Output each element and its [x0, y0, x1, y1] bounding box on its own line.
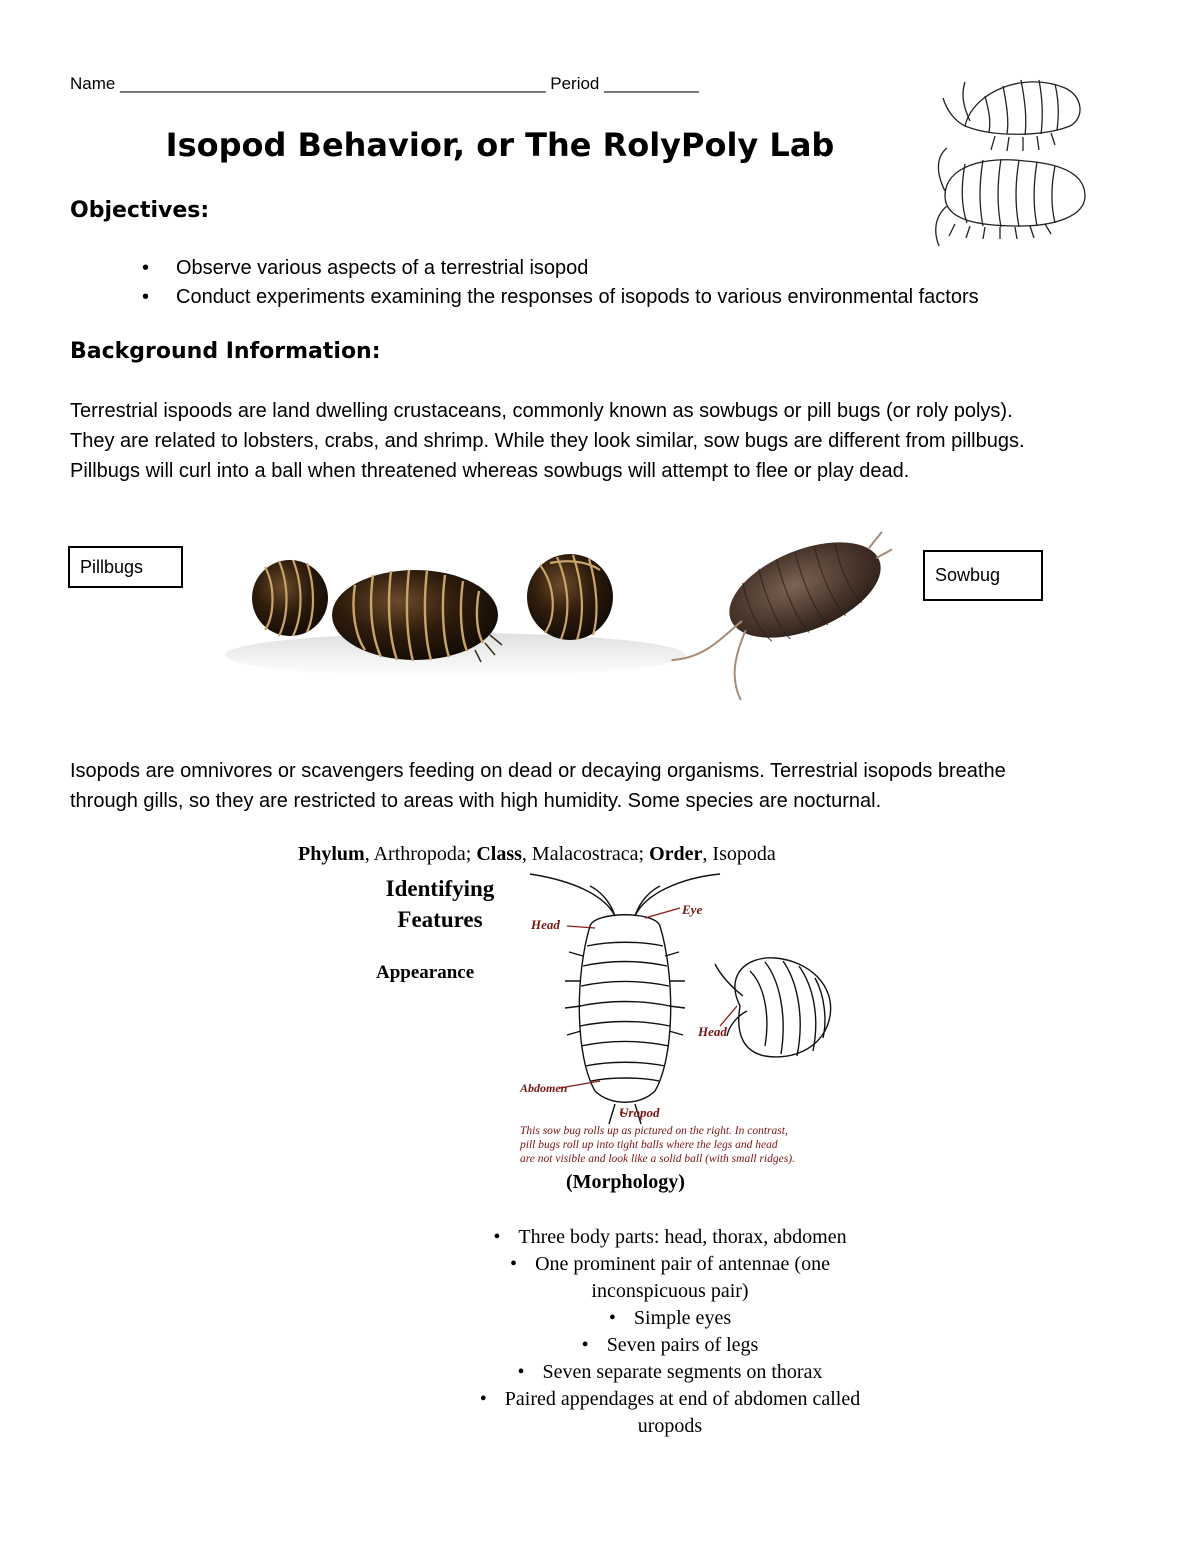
phylum-value: , Arthropoda;	[364, 843, 477, 865]
taxonomy-line	[298, 843, 776, 866]
paragraph-line: Isopods are omnivores or scavengers feeding on dead or decaying organisms. Terrestrial isopods breathe	[70, 760, 1006, 782]
list-item: • Simple eyes	[400, 1305, 940, 1332]
isopod-photo	[205, 515, 895, 700]
pillbugs-label: Pillbugs	[68, 546, 183, 588]
heading-line: Identifying	[385, 876, 495, 901]
paragraph-line: through gills, so they are restricted to areas with high humidity. Some species are nocturnal.	[70, 790, 882, 812]
head-label-curled: Head	[698, 1024, 727, 1039]
page-title: Isopod Behavior, or The RolyPoly Lab	[165, 126, 835, 164]
isopod-morphology-diagram	[515, 866, 850, 1171]
morphology-heading: (Morphology)	[566, 1171, 685, 1193]
paragraph-line: Terrestrial ispoods are land dwelling crustaceans, commonly known as sowbugs or pill bugs (or roly polys).	[70, 400, 1013, 422]
diagram-caption-line: This sow bug rolls up as pictured on the right. In contrast,	[520, 1125, 788, 1137]
morphology-list	[400, 1224, 940, 1440]
eye-label: Eye	[682, 902, 703, 917]
order-label: Order	[649, 843, 703, 865]
uropod-label: Uropod	[619, 1105, 660, 1120]
objectives-heading: Objectives:	[70, 198, 210, 223]
paragraph-line: They are related to lobsters, crabs, and shrimp. While they look similar, sow bugs are different from pillbugs.	[70, 430, 1025, 452]
list-item: • Observe various aspects of a terrestrial isopod	[70, 254, 1130, 283]
class-label: Class	[476, 843, 522, 865]
background-paragraph	[70, 396, 1150, 486]
order-value: , Isopoda	[702, 843, 776, 865]
name-period-line[interactable]: Name _____________________________________________ Period __________	[70, 74, 699, 93]
diagram-caption-line: are not visible and look like a solid ball (with small ridges).	[520, 1153, 795, 1165]
list-item: • Seven separate segments on thorax	[400, 1359, 940, 1386]
diet-paragraph	[70, 756, 1150, 816]
sowbug-label: Sowbug	[923, 550, 1043, 601]
diagram-caption-line: pill bugs roll up into tight balls where the legs and head	[520, 1139, 778, 1151]
list-item: • Paired appendages at end of abdomen called	[400, 1386, 940, 1413]
list-item-continuation: uropods	[637, 1415, 703, 1437]
list-item: • Conduct experiments examining the responses of isopods to various environmental factors	[70, 283, 1130, 312]
paragraph-line: Pillbugs will curl into a ball when threatened whereas sowbugs will attempt to flee or play dead.	[70, 460, 910, 482]
phylum-label: Phylum	[298, 843, 365, 865]
list-item: • One prominent pair of antennae (one	[400, 1251, 940, 1278]
list-item: • Three body parts: head, thorax, abdomen	[400, 1224, 940, 1251]
heading-line: Features	[397, 907, 483, 932]
list-item-continuation: inconspicuous pair)	[591, 1280, 749, 1302]
abdomen-label: Abdomen	[520, 1081, 568, 1095]
head-label: Head	[531, 917, 560, 932]
objectives-list	[70, 254, 1130, 312]
identifying-features-heading	[370, 873, 510, 935]
appearance-heading: Appearance	[376, 962, 475, 983]
class-value: , Malacostraca;	[521, 843, 650, 865]
background-heading: Background Information:	[70, 339, 381, 364]
list-item: • Seven pairs of legs	[400, 1332, 940, 1359]
